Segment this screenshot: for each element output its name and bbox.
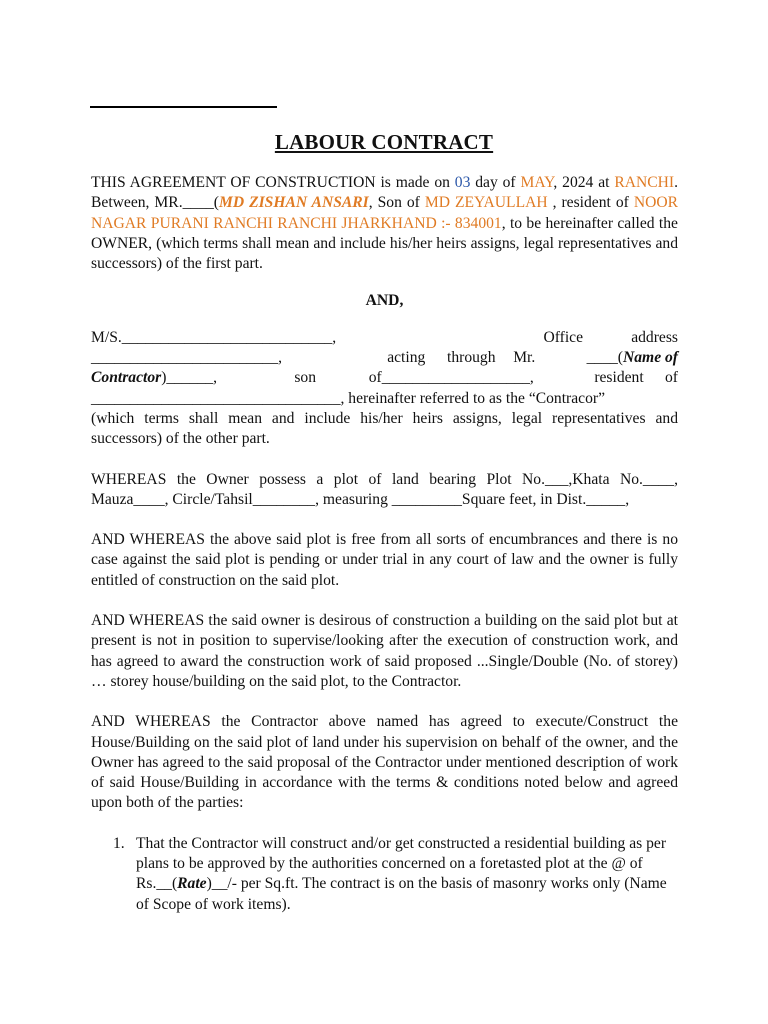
contractor-firm-blank: M/S.___________________________,: [91, 328, 337, 346]
father-name-blank: of___________________,: [368, 369, 534, 387]
contractor-line-2: [91, 348, 678, 368]
and-heading: AND,: [365, 292, 404, 310]
intro-paragraph: [91, 173, 678, 274]
agreement-day: 03: [454, 174, 471, 191]
header-rule: [90, 106, 277, 108]
clause-number: 1.: [113, 834, 125, 852]
contractor-name-placeholder: Contractor: [91, 369, 162, 387]
clause-text: [136, 834, 678, 915]
contractor-text: of: [665, 369, 678, 387]
office-label: Office: [543, 328, 583, 346]
whereas-plot-paragraph: WHEREAS the Owner possess a plot of land bearing Plot No.___,Khata No.____, Mauza____, Circle/Tahsil________, measuring _________Square feet, in Dist._____,: [91, 470, 678, 508]
contractor-text: son: [294, 369, 317, 387]
agreement-month: MAY: [520, 174, 554, 191]
intro-text: . Between, MR.____(: [91, 174, 678, 212]
contractor-text: acting: [387, 349, 426, 367]
contractor-text: )______,: [161, 369, 218, 387]
intro-text: , to be hereinafter called the OWNER, (which terms shall mean and include his/her heirs assigns, legal representatives and successors) of the first part.: [91, 214, 678, 273]
contractor-residence-line: ________________________________, hereinafter referred to as the “Contracor”: [91, 389, 606, 407]
clause-list-item: [91, 834, 678, 915]
contractor-text: through: [447, 349, 496, 367]
intro-text: THIS AGREEMENT OF CONSTRUCTION is made on: [91, 174, 455, 191]
intro-text: , resident of: [547, 194, 634, 212]
contractor-name-placeholder: Name of: [623, 349, 678, 367]
owner-father-name: MD ZEYAULLAH: [424, 194, 548, 212]
agreement-place: RANCHI: [614, 174, 675, 191]
intro-text: , 2024 at: [553, 174, 615, 191]
owner-address: NOOR NAGAR PURANI RANCHI RANCHI JHARKHAND :- 834001: [91, 194, 678, 232]
contractor-line-3: [91, 368, 678, 388]
contractor-name-blank: ____(: [586, 349, 623, 367]
whereas-owner-desire-paragraph: AND WHEREAS the said owner is desirous of construction a building on the said plot but at present is not in position to supervise/looking after the execution of construction work, and has agreed to award the construction work of said proposed ...Single/Double (No. of storey) … storey house/building on the said plot, to the Contractor.: [91, 612, 678, 690]
contractor-text: resident: [594, 369, 644, 387]
clause-text-part: That the Contractor will construct and/or get constructed a residential building as per plans to be approved by the authorities concerned on a foretasted plot at the @ of Rs.__(: [136, 834, 667, 893]
contractor-line-1: [91, 328, 678, 348]
clause-text-part: )__/- per Sq.ft. The contract is on the basis of masonry works only (Name of Scope of work items).: [136, 875, 667, 913]
rate-placeholder: Rate: [177, 875, 207, 893]
contractor-paragraph: [91, 328, 678, 450]
whereas-encumbrance-paragraph: AND WHEREAS the above said plot is free from all sorts of encumbrances and there is no case against the said plot is pending or under trial in any court of law and the owner is fully entitled of construction on the said plot.: [91, 531, 678, 589]
document-body: [91, 173, 678, 915]
document-title: LABOUR CONTRACT: [274, 130, 494, 154]
address-label: address: [631, 328, 678, 346]
contractor-terms-text: (which terms shall mean and include his/her heirs assigns, legal representatives and successors) of the other part.: [91, 409, 678, 448]
owner-name: MD ZISHAN ANSARI: [218, 194, 369, 212]
intro-text: , Son of: [368, 194, 425, 212]
whereas-contractor-agreement-paragraph: AND WHEREAS the Contractor above named has agreed to execute/Construct the House/Building on the said plot of land under his supervision on behalf of the owner, and the Owner has agreed to the said proposal of the Contractor under mentioned description of work of said House/Building in accordance with the terms & conditions noted below and agreed upon both of the parties:: [91, 713, 678, 812]
office-address-blank: ________________________,: [91, 349, 283, 367]
contractor-text: Mr.: [513, 349, 536, 367]
intro-text: day of: [470, 174, 521, 191]
